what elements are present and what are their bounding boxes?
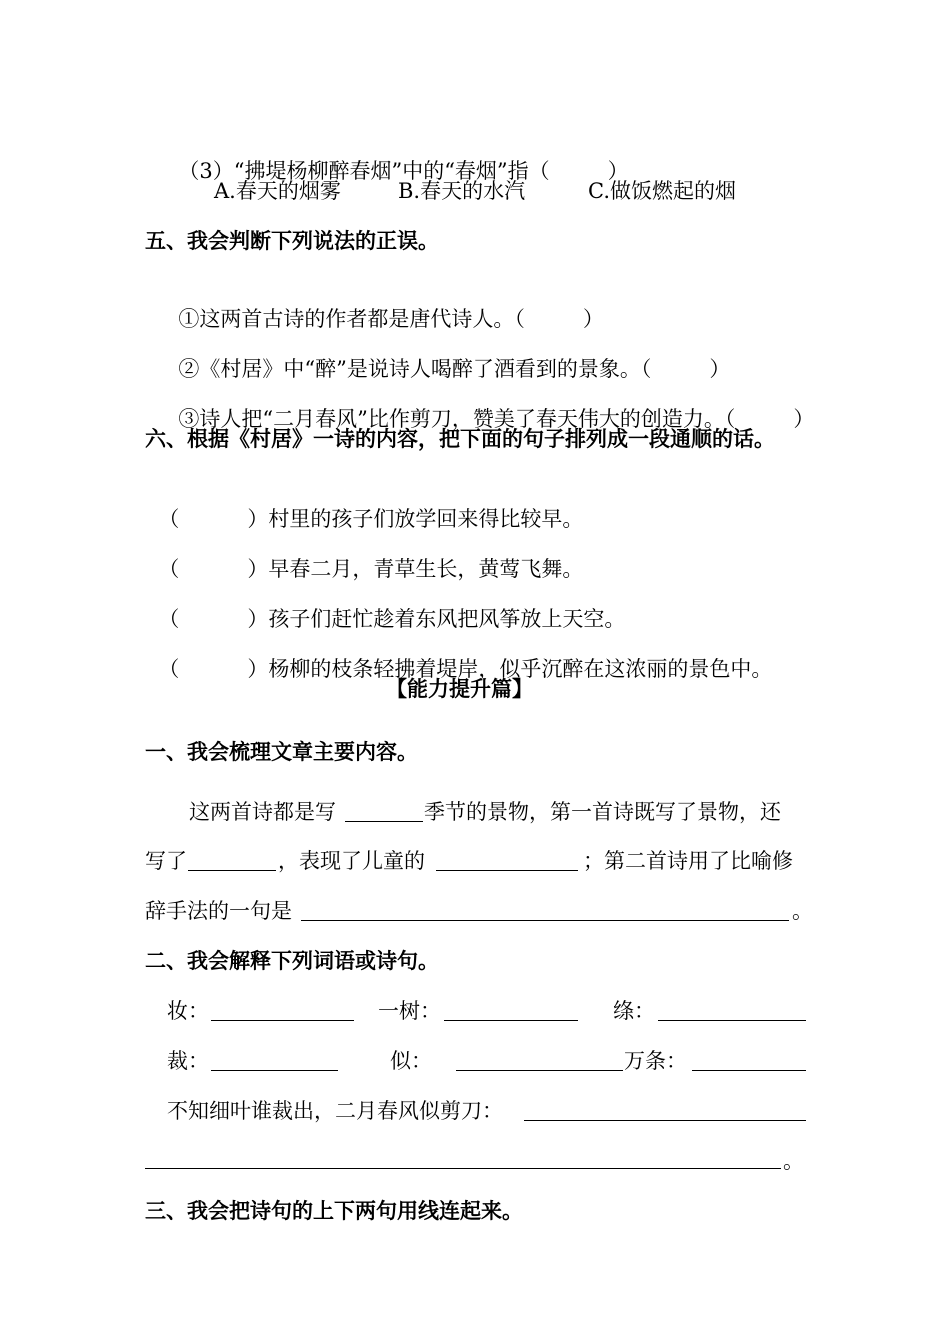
judge-item-1-text: ①这两首古诗的作者都是唐代诗人。（ [178,307,525,331]
word-4-label: 裁： [167,1049,209,1073]
word-4-blank[interactable] [211,1070,338,1071]
option-a[interactable]: A.春天的烟雾 [214,179,341,203]
blank-season[interactable] [345,821,423,822]
blank-children[interactable] [436,870,578,871]
question-3-close-paren: ） [607,159,629,183]
section-6-heading: 六、根据《村居》一诗的内容，把下面的句子排列成一段通顺的话。 [145,427,775,451]
ability-q1-heading: 一、我会梳理文章主要内容。 [145,740,418,764]
q1-line2-part1: 写了 [145,849,187,873]
word-1-label: 妆： [167,999,209,1023]
word-6-label: 万条： [624,1049,687,1073]
q1-line1-part1: 这两首诗都是写 [189,800,336,824]
judge-item-2-text: ②《村居》中“醉”是说诗人喝醉了酒看到的景象。（ [178,357,652,381]
word-5-blank[interactable] [456,1070,623,1071]
verse-blank-1[interactable] [524,1120,806,1121]
q1-line2-part3: ；第二首诗用了比喻修 [583,849,793,873]
blank-metaphor-line[interactable] [301,920,789,921]
option-b[interactable]: B.春天的水汽 [398,179,526,203]
question-3-text: （3）“拂堤杨柳醉春烟”中的“春烟”指（ [178,159,550,183]
order-open-1: （ [158,507,180,531]
ability-title: 【能力提升篇】 [386,677,533,701]
ability-q2-heading: 二、我会解释下列词语或诗句。 [145,949,439,973]
order-text-3: ）孩子们赶忙趁着东风把风筝放上天空。 [247,607,626,631]
word-2-blank[interactable] [444,1020,578,1021]
judge-item-3-close: ） [793,407,815,431]
order-text-2: ）早春二月，青草生长，黄莺飞舞。 [247,557,584,581]
word-1-blank[interactable] [211,1020,354,1021]
order-open-4: （ [158,657,180,681]
order-text-1: ）村里的孩子们放学回来得比较早。 [247,507,584,531]
ability-q3-heading: 三、我会把诗句的上下两句用线连起来。 [145,1199,523,1223]
q1-line2-part2: ，表现了儿童的 [278,849,425,873]
verse-label: 不知细叶谁裁出，二月春风似剪刀： [167,1099,503,1123]
judge-item-2-close: ） [709,357,731,381]
word-3-blank[interactable] [658,1020,806,1021]
verse-end: 。 [783,1149,804,1173]
option-c[interactable]: C.做饭燃起的烟 [588,179,736,203]
q1-line3-part1: 辞手法的一句是 [145,899,292,923]
order-open-3: （ [158,607,180,631]
judge-item-1-close: ） [582,307,604,331]
q1-line3-end: 。 [792,899,813,923]
blank-also-wrote[interactable] [188,870,276,871]
order-text-4: ）杨柳的枝条轻拂着堤岸，似乎沉醉在这浓丽的景色中。 [247,657,773,681]
q1-line1-part2: 季节的景物，第一首诗既写了景物，还 [424,800,781,824]
word-5-label: 似： [390,1049,432,1073]
section-5-heading: 五、我会判断下列说法的正误。 [145,229,439,253]
word-2-label: 一树： [378,999,441,1023]
word-6-blank[interactable] [692,1070,806,1071]
word-3-label: 绦： [613,999,655,1023]
judge-item-3-text: ③诗人把“二月春风”比作剪刀，赞美了春天伟大的创造力。（ [178,407,736,431]
verse-blank-2[interactable] [145,1168,781,1169]
order-open-2: （ [158,557,180,581]
